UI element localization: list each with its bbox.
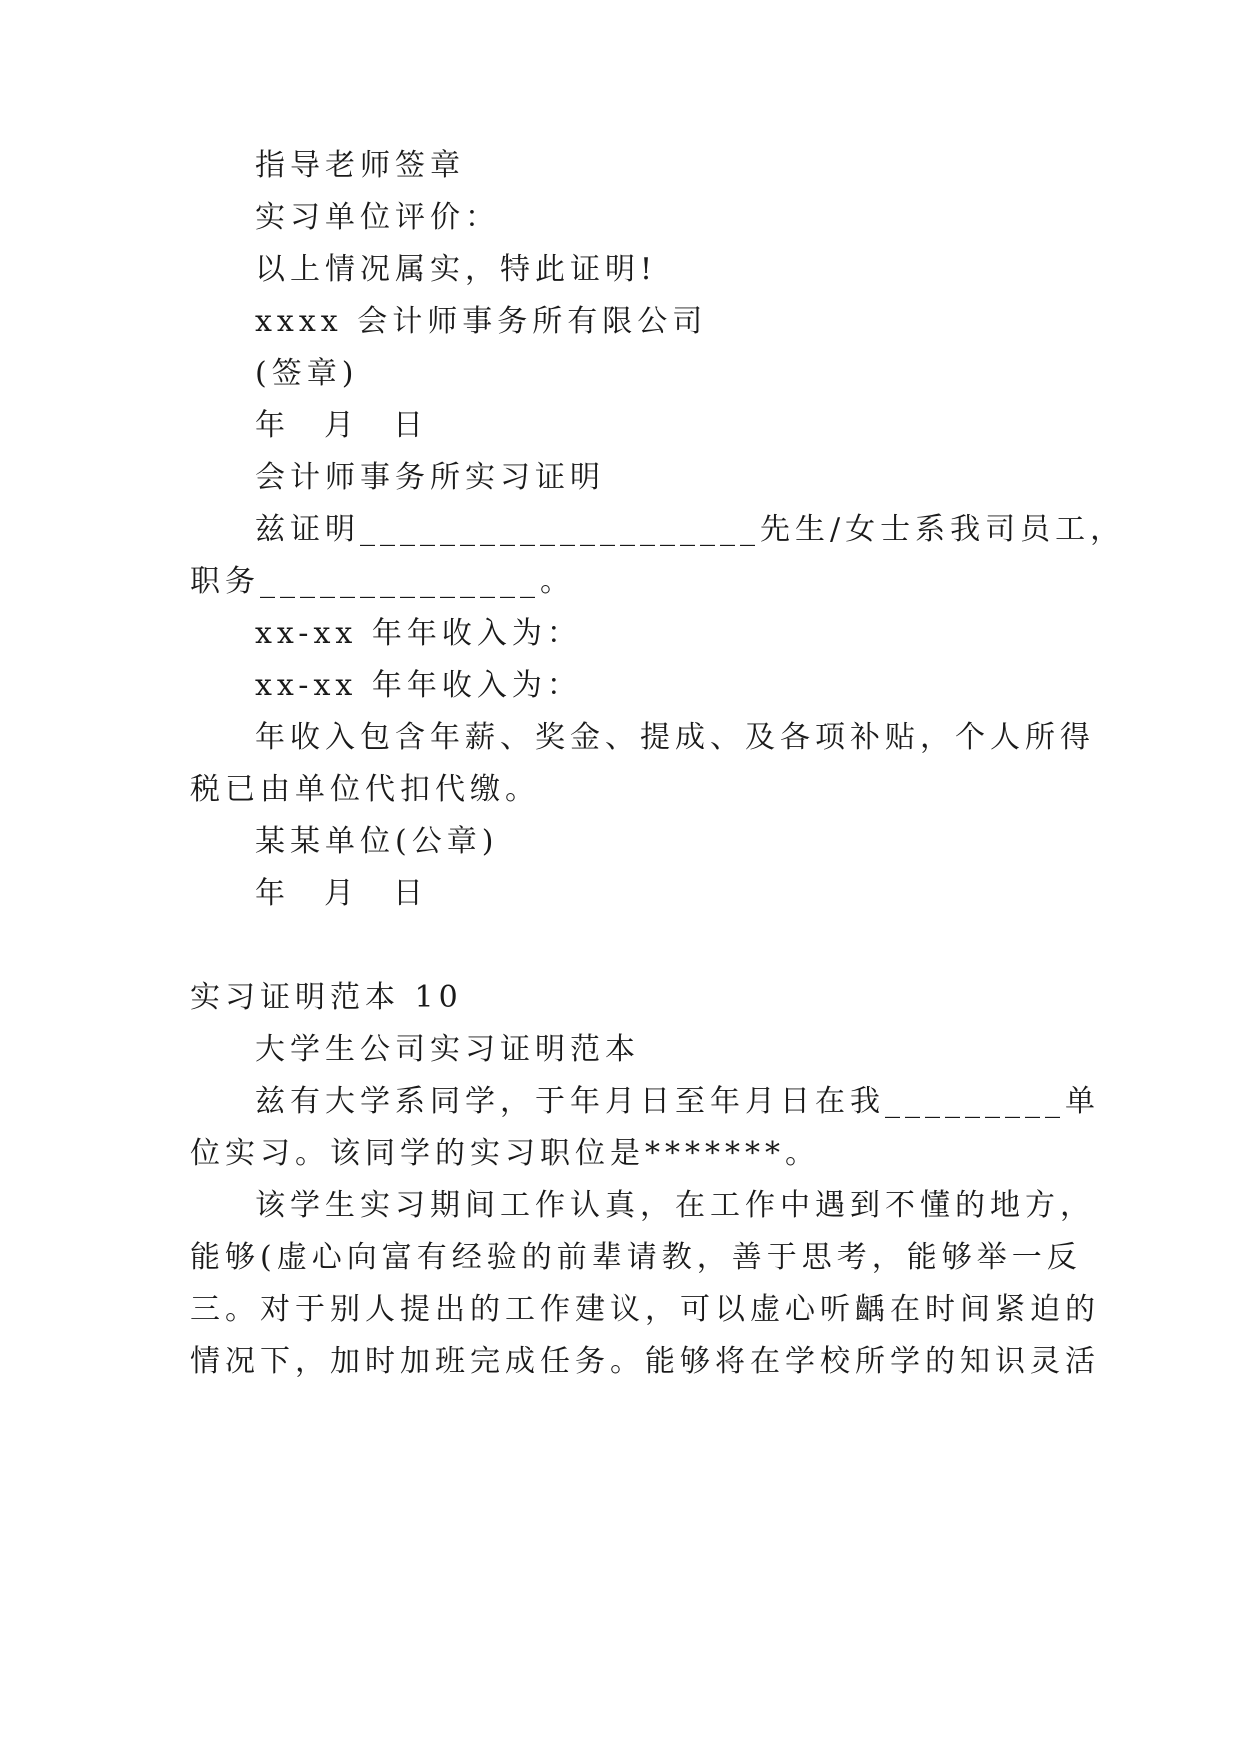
date-line (255, 874, 428, 914)
date-day: 日 (393, 876, 428, 911)
advisor-signature-line: 指导老师签章 (255, 148, 465, 183)
certification-statement: 以上情况属实，特此证明! (255, 252, 658, 287)
date-day: 日 (393, 408, 428, 443)
body-line: 位实习。该同学的实习职位是*******。 (190, 1136, 820, 1171)
section-heading: 实习证明范本 10 (190, 980, 463, 1015)
body-line: 兹有大学系同学，于年月日至年月日在我_________单 (255, 1084, 1100, 1119)
body-line: 兹证明____________________先生/女士系我司员工， (255, 512, 1126, 547)
section-title: 会计师事务所实习证明 (255, 460, 605, 495)
date-line (255, 406, 428, 446)
body-line: 三。对于别人提出的工作建议，可以虚心听齲在时间紧迫的 (190, 1292, 1100, 1327)
income-line: xx-xx 年年收入为： (255, 668, 582, 703)
seal-label: 某某单位(公章) (255, 824, 499, 859)
date-year: 年 (255, 408, 290, 443)
body-line: 职务______________。 (190, 564, 575, 599)
unit-evaluation-label: 实习单位评价： (255, 200, 500, 235)
date-month: 月 (324, 876, 359, 911)
company-name: xxxx 会计师事务所有限公司 (255, 304, 708, 339)
body-line: 该学生实习期间工作认真，在工作中遇到不懂的地方， (255, 1188, 1095, 1223)
date-month: 月 (324, 408, 359, 443)
body-line: 能够(虚心向富有经验的前辈请教，善于思考，能够举一反 (190, 1240, 1082, 1275)
body-line: 税已由单位代扣代缴。 (190, 772, 540, 807)
section-title: 大学生公司实习证明范本 (255, 1032, 640, 1067)
date-year: 年 (255, 876, 290, 911)
income-line: xx-xx 年年收入为： (255, 616, 582, 651)
seal-label: (签章) (255, 356, 359, 391)
body-line: 年收入包含年薪、奖金、提成、及各项补贴，个人所得 (255, 720, 1095, 755)
body-line: 情况下，加时加班完成任务。能够将在学校所学的知识灵活 (190, 1344, 1100, 1379)
